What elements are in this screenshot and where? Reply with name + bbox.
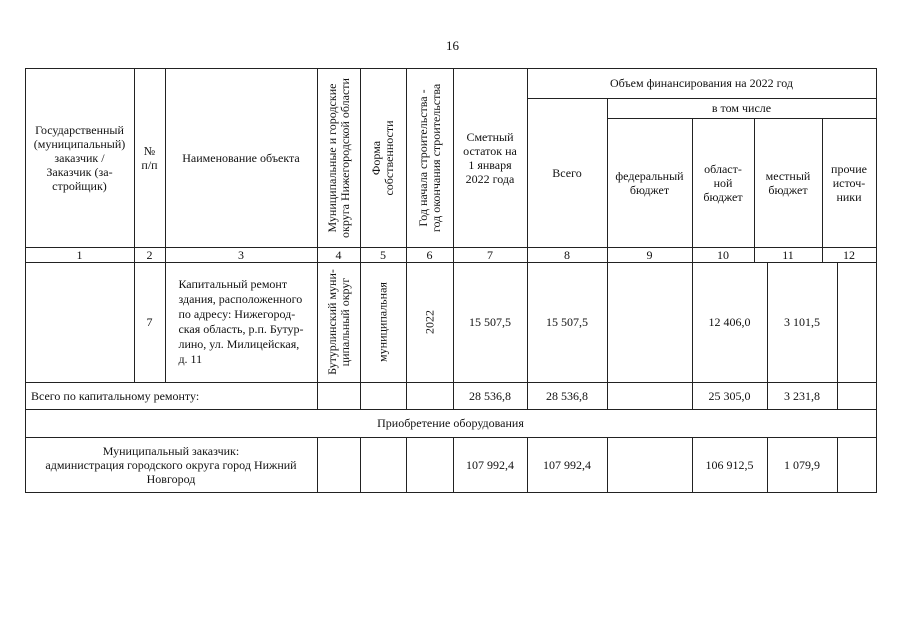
- grid-line: [25, 409, 876, 410]
- cell-customer: [25, 262, 134, 382]
- column-number: 4: [335, 247, 342, 262]
- grid-line: [165, 262, 166, 382]
- grid-line: [134, 68, 135, 262]
- table-border: [25, 68, 877, 69]
- header-other: прочие источ- ники: [831, 161, 867, 204]
- grid-line: [692, 437, 693, 492]
- column-number: 10: [717, 247, 729, 262]
- total-repair-other: [837, 382, 876, 409]
- total-repair-remaining: 28 536,8: [469, 388, 511, 403]
- header-number: № п/п: [141, 143, 158, 172]
- column-number: 11: [782, 247, 794, 262]
- grid-line: [25, 262, 876, 263]
- column-number: 3: [238, 247, 244, 262]
- customer-federal: [607, 437, 692, 492]
- grid-line: [360, 68, 361, 262]
- grid-line: [754, 118, 755, 262]
- header-ownership-text: Форма собственности: [369, 119, 396, 196]
- customer-regional: 106 912,5: [705, 457, 754, 472]
- header-local: местный бюджет: [765, 168, 811, 197]
- cell-years: [406, 262, 453, 382]
- header-remaining: Сметный остаток на 1 января 2022 года: [463, 129, 517, 186]
- grid-line: [692, 262, 693, 409]
- header-object-name: Наименование объекта: [182, 150, 300, 165]
- grid-line: [317, 262, 318, 409]
- total-repair-federal: [607, 382, 692, 409]
- grid-line: [767, 437, 768, 492]
- grid-line: [406, 68, 407, 262]
- grid-line: [607, 437, 608, 492]
- grid-line: [527, 437, 528, 492]
- grid-line: [453, 262, 454, 409]
- grid-line: [822, 118, 823, 262]
- section-equipment-title: Приобретение оборудования: [377, 416, 524, 430]
- table-border: [876, 68, 877, 493]
- cell-total: 15 507,5: [546, 315, 588, 329]
- grid-line: [527, 262, 528, 409]
- column-number: 6: [426, 247, 433, 262]
- total-repair-regional: 25 305,0: [708, 388, 751, 403]
- grid-line: [692, 118, 693, 262]
- grid-line: [453, 68, 454, 262]
- grid-line: [134, 262, 135, 382]
- grid-line: [837, 437, 838, 492]
- grid-line: [25, 382, 876, 383]
- header-municipality: [317, 68, 360, 247]
- grid-line: [165, 68, 166, 262]
- header-financing: Объем финансирования на 2022 год: [609, 76, 794, 90]
- page-number: 16: [446, 38, 459, 53]
- grid-line: [527, 68, 528, 262]
- header-customer: Государственный (муниципальный) заказчик / Заказчик (за- стройщик): [33, 122, 126, 193]
- grid-line: [317, 437, 318, 492]
- cell-years-text: 2022: [422, 310, 436, 334]
- header-including: в том числе: [711, 101, 772, 115]
- header-years-text: Год начала строительства - год окончания строительства: [415, 83, 443, 232]
- grid-line: [360, 437, 361, 492]
- column-number: 9: [646, 247, 653, 262]
- header-ownership: [360, 68, 406, 247]
- column-number: 2: [146, 247, 153, 262]
- cell-ownership-text: муниципальная: [375, 282, 390, 362]
- customer-local: 1 079,9: [784, 457, 820, 472]
- total-repair-total: 28 536,8: [546, 388, 588, 403]
- customer-total: 107 992,4: [543, 457, 591, 472]
- customer-other: [837, 437, 876, 492]
- cell-municipality: [317, 262, 360, 382]
- grid-line: [25, 247, 876, 248]
- cell-other: [837, 262, 876, 382]
- column-number: 8: [564, 247, 570, 262]
- grid-line: [453, 437, 454, 492]
- table-border: [25, 492, 877, 493]
- grid-line: [406, 437, 407, 492]
- cell-object-name: Капитальный ремонт здания, расположенного по адресу: Нижегород- ская область, р.п. Бутур- лино, ул. Милицейская, д. 11: [178, 277, 304, 366]
- cell-local: 3 101,5: [784, 315, 820, 329]
- grid-line: [767, 262, 768, 409]
- header-municipality-text: Муниципальные и городские округа Нижегородской области: [324, 77, 352, 238]
- customer-label: Муниципальный заказчик: администрация городского округа город Нижний Новгород: [45, 443, 297, 486]
- cell-remaining: 15 507,5: [469, 315, 511, 329]
- grid-line: [607, 262, 608, 409]
- cell-ownership: [360, 262, 406, 382]
- grid-line: [607, 98, 608, 262]
- column-number: 5: [380, 247, 386, 262]
- cell-municipality-text: Бутурлинский муни- ципальный округ: [324, 269, 352, 375]
- column-number: 1: [76, 247, 83, 262]
- header-years: [406, 68, 453, 247]
- header-regional: област- ной бюджет: [703, 161, 743, 204]
- total-repair-local: 3 231,8: [784, 388, 820, 403]
- cell-regional: 12 406,0: [708, 315, 751, 329]
- column-number: 12: [843, 247, 855, 262]
- total-repair-label: Всего по капитальному ремонту:: [31, 388, 200, 403]
- header-total: Всего: [552, 165, 582, 180]
- cell-federal: [607, 262, 692, 382]
- grid-line: [317, 68, 318, 262]
- grid-line: [607, 118, 876, 119]
- grid-line: [527, 98, 876, 99]
- grid-line: [406, 262, 407, 409]
- table-border: [25, 68, 26, 493]
- grid-line: [25, 437, 876, 438]
- column-number: 7: [487, 247, 493, 262]
- grid-line: [837, 262, 838, 409]
- header-federal: федеральный бюджет: [615, 168, 684, 197]
- customer-remaining: 107 992,4: [466, 457, 514, 472]
- grid-line: [360, 262, 361, 409]
- cell-number: 7: [146, 315, 153, 329]
